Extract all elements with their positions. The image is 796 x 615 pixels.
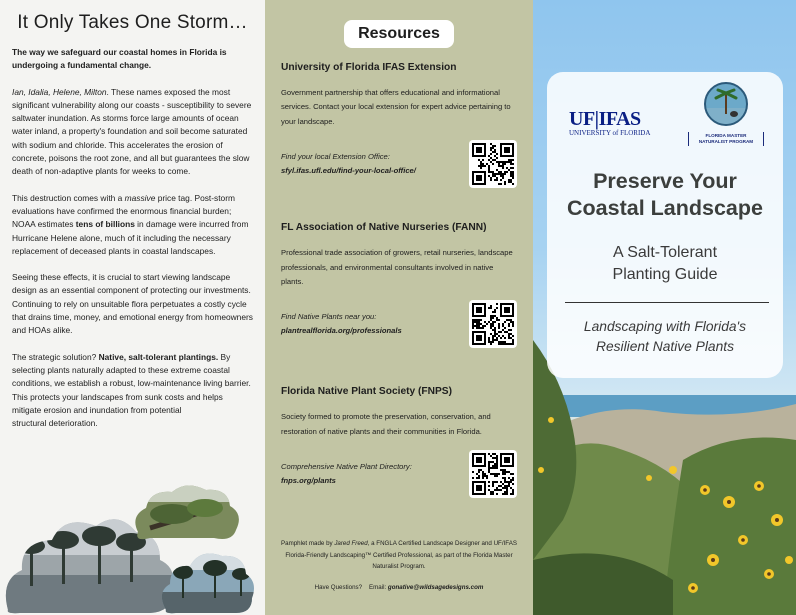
cover-tagline	[547, 317, 783, 357]
cover-title	[547, 168, 783, 222]
credit-text	[273, 538, 525, 573]
resources-panel	[265, 0, 533, 615]
org-name: Florida Native Plant Society (FNPS)	[281, 386, 452, 398]
storms-text: . These names exposed the most significant vulnerability along our coasts - susceptibility to severe saltwater inundation. As storms force large amounts of ocean water inland, a property's foundation and soil become saturated with sodium and chloride. This accelerates the erosion of concrete, poisons the root zone, and all but guarantees the slow death of non-adaptive plants for weeks to come.	[12, 86, 252, 177]
left-panel	[0, 0, 265, 615]
org-fnps	[281, 386, 517, 498]
storm-damage-photos	[0, 480, 265, 615]
cover-title-line2: Coastal Landscape	[567, 196, 763, 220]
resources-heading: Resources	[344, 20, 454, 48]
org-url-link[interactable]: fnps.org/plants	[281, 476, 336, 486]
qr-code-icon[interactable]	[469, 140, 517, 188]
cost-emphasis: massive	[124, 192, 156, 203]
org-link-row	[281, 140, 517, 188]
solution-highlight: Native, salt-tolerant plantings.	[98, 351, 219, 362]
uf-ifas-logo	[569, 108, 650, 137]
cost-text-b: price tag. Post-storm evaluations have confirmed the enormous financial burden; NOAA estimates	[12, 192, 235, 230]
org-url-link[interactable]: sfyl.ifas.ufl.edu/find-your-local-office/	[281, 166, 416, 176]
cover-title-line1: Preserve Your	[593, 169, 737, 193]
storm-names: Ian, Idalia, Helene, Milton	[12, 86, 107, 97]
cost-paragraph	[12, 192, 253, 258]
solution-text-c: structural deterioration.	[12, 418, 98, 429]
storms-paragraph	[12, 86, 253, 179]
left-title: It Only Takes One Storm…	[17, 12, 248, 33]
pamphlet-credit	[273, 538, 525, 593]
cost-text-a: This destruction comes with a	[12, 192, 125, 203]
naturalist-emblem-icon	[704, 82, 748, 126]
org-url-link[interactable]: plantrealflorida.org/professionals	[281, 326, 402, 336]
contact-line	[273, 582, 525, 594]
cover-subtitle-line1: A Salt-Tolerant	[612, 244, 718, 261]
master-naturalist-logo	[688, 82, 764, 146]
author-name: Jared Freed	[334, 540, 368, 547]
lead-paragraph: The way we safeguard our coastal homes in Florida is undergoing a fundamental change.	[12, 47, 227, 71]
credit-text-a: Pamphlet made by	[281, 540, 335, 547]
org-link-row	[281, 450, 517, 498]
cover-panel	[533, 0, 796, 615]
cover-tagline-line1: Landscaping with Florida's	[583, 319, 747, 334]
org-description: Professional trade association of growers, retail nurseries, landscape professionals, and environmental consultants involved in native plants.	[281, 248, 513, 287]
cover-tagline-line2: Resilient Native Plants	[595, 339, 735, 354]
org-description: Government partnership that offers educational and informational services. Contact your local extension for expert advice pertaining to your landscape.	[281, 88, 511, 126]
qr-code-icon[interactable]	[469, 300, 517, 348]
org-link-text	[281, 460, 412, 489]
solution-paragraph	[12, 351, 253, 431]
org-description: Society formed to promote the preservation, conservation, and restoration of native plants and their communities in Florida.	[281, 412, 491, 436]
naturalist-program-text: FLORIDA MASTER NATURALIST PROGRAM	[688, 132, 764, 146]
org-link-row	[281, 300, 517, 348]
cover-subtitle	[547, 242, 783, 286]
solution-text-a: The strategic solution?	[12, 351, 99, 362]
org-link-label: Comprehensive Native Plant Directory:	[281, 461, 412, 471]
contact-label: Have Questions?	[314, 583, 363, 591]
cover-subtitle-line2: Planting Guide	[612, 266, 718, 283]
cover-divider	[565, 302, 769, 303]
investment-paragraph: Seeing these effects, it is crucial to start viewing landscape design as an essential component of protecting our investments. Continuing to rely on unsuitable flora perpetuates a costly cycle that drains time, money, and emotional energy from homeowners and HOAs alike.	[12, 272, 253, 336]
org-fann	[281, 222, 517, 348]
org-link-text	[281, 310, 402, 339]
fallen-tree-photo	[130, 480, 250, 542]
uf-university-text: UNIVERSITY of FLORIDA	[569, 129, 651, 137]
cover-card	[547, 72, 783, 378]
org-link-label: Find Native Plants near you:	[281, 312, 377, 322]
uf-ifas-wordmark: UF|IFAS	[569, 108, 641, 130]
org-link-label: Find your local Extension Office:	[281, 151, 390, 161]
email-label: Email:	[368, 583, 387, 591]
credit-text-b: , a FNGLA Certified Landscape Designer and UF/IFAS Florida-Friendly Landscaping™ Certified Professional, as part of the Florida Master Naturalist Program.	[285, 540, 517, 570]
cost-text-c: in damage were incurred from Hurricane Helene alone, much of it including the necessary replacement of deceased plants in coastal landscapes.	[12, 219, 249, 256]
solution-text-b: By selecting plants naturally adapted to these extreme coastal conditions, we establish a robust, low-maintenance living barrier. This protects your landscapes from sunk costs and helps mitigate erosion and inundation from potential	[12, 351, 251, 415]
org-name: FL Association of Native Nurseries (FANN)	[281, 222, 487, 234]
org-uf-ifas	[281, 62, 517, 188]
cost-highlight: tens of billions	[75, 219, 135, 230]
email-link[interactable]: gonative@wildsagedesigns.com	[387, 583, 484, 591]
qr-code-icon[interactable]	[469, 450, 517, 498]
org-link-text	[281, 150, 416, 179]
org-name: University of Florida IFAS Extension	[281, 62, 457, 73]
